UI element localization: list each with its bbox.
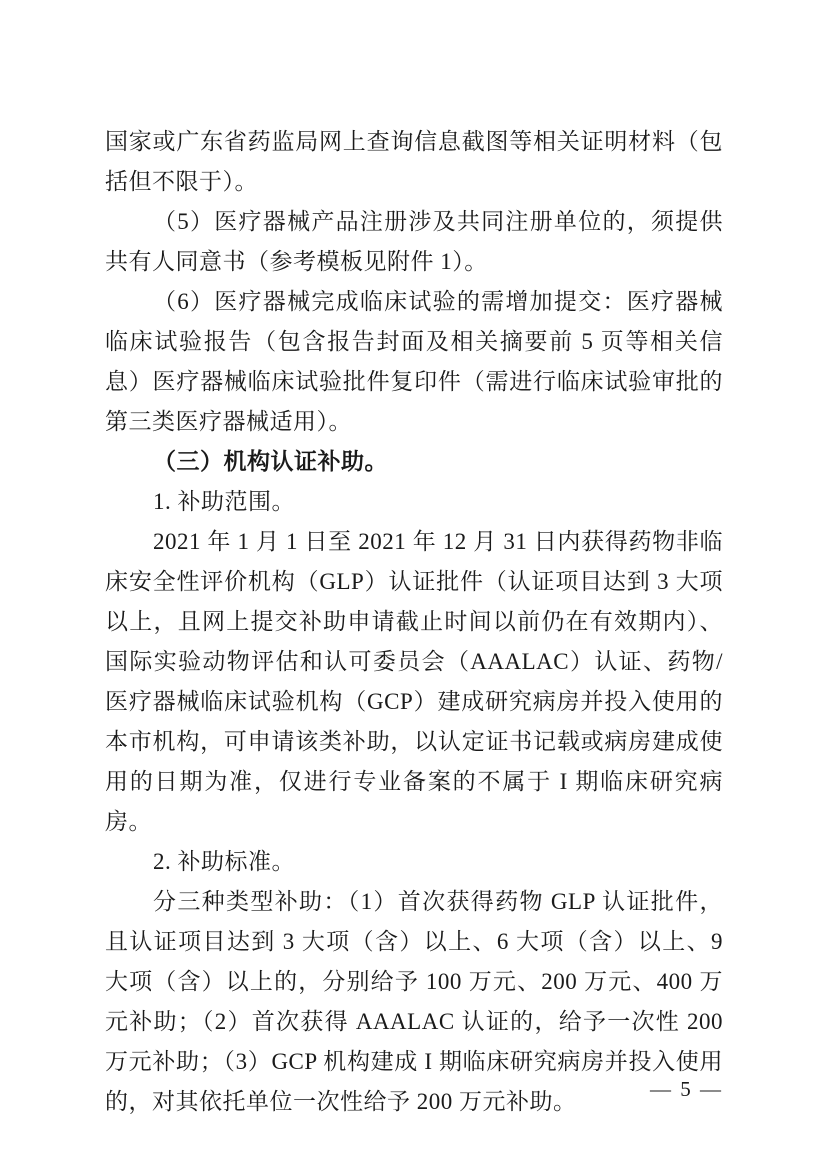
paragraph-scope: 2021 年 1 月 1 日至 2021 年 12 月 31 日内获得药物非临床安全性评价机构（GLP）认证批件（认证项目达到 3 大项以上，且网上提交补助申请截止时间以前仍在有效期内）、国际实验动物评估和认可委员会（AAALAC）认证、药物/医疗器械临床试验机构（GCP）建成研究病房并投入使用的本市机构，可申请该类补助，以认定证书记载或病房建成使用的日期为准，仅进行专业备案的不属于 I 期临床研究病房。: [105, 529, 723, 834]
paragraph-continued: 国家或广东省药监局网上查询信息截图等相关证明材料（包括但不限于）。: [105, 129, 723, 194]
document-body: [105, 122, 723, 1122]
paragraph-standard: 分三种类型补助：（1）首次获得药物 GLP 认证批件，且认证项目达到 3 大项（含）以上、6 大项（含）以上、9 大项（含）以上的，分别给予 100 万元、200 万元、400 万元补助；（2）首次获得 AAALAC 认证的，给予一次性 200 万元补助；（3）GCP 机构建成 I 期临床研究病房并投入使用的，对其依托单位一次性给予 200 万元补助。: [105, 889, 723, 1114]
heading-section-3: （三）机构认证补助。: [153, 449, 388, 474]
subheading-1: 1. 补助范围。: [153, 489, 295, 514]
paragraph-item-5: （5）医疗器械产品注册涉及共同注册单位的，须提供共有人同意书（参考模板见附件 1）。: [105, 209, 723, 274]
page-number: — 5 —: [650, 1077, 723, 1101]
paragraph-item-6: （6）医疗器械完成临床试验的需增加提交：医疗器械临床试验报告（包含报告封面及相关摘要前 5 页等相关信息）医疗器械临床试验批件复印件（需进行临床试验审批的第三类医疗器械适用）。: [105, 289, 723, 434]
subheading-2: 2. 补助标准。: [153, 849, 295, 874]
